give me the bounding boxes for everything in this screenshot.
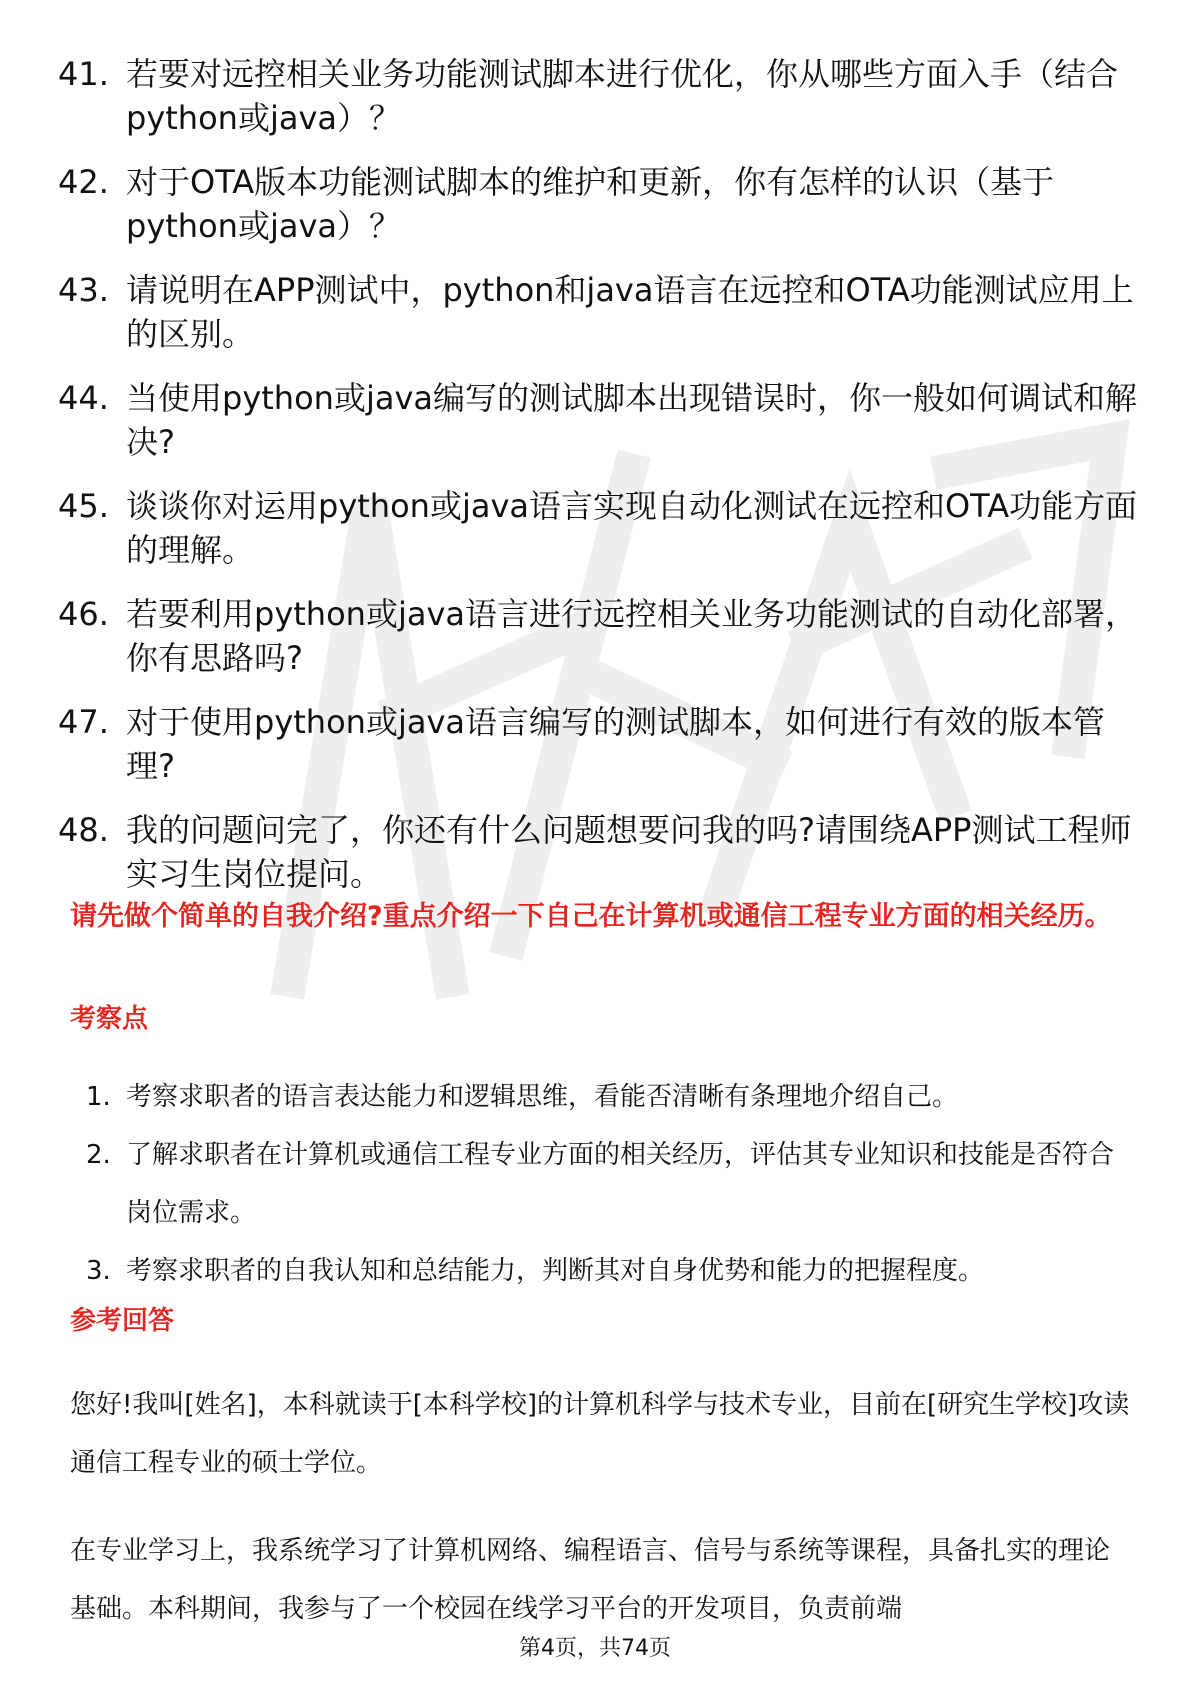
focus-point-text: 考察求职者的自我认知和总结能力，判断其对自身优势和能力的把握程度。 xyxy=(126,1256,985,1286)
question-text: 我的问题问完了，你还有什么问题想要问我的吗?请围绕APP测试工程师实习生岗位提问。 xyxy=(126,811,1132,893)
question-number: 41. xyxy=(58,55,109,93)
question-item xyxy=(58,268,1138,356)
focus-point xyxy=(86,1242,1136,1300)
question-number: 45. xyxy=(58,487,109,525)
focus-section-label: 考察点 xyxy=(70,1004,149,1034)
focus-points-list xyxy=(86,1068,1136,1300)
answer-paragraph: 您好!我叫[姓名]，本科就读于[本科学校]的计算机科学与技术专业，目前在[研究生学校]攻读通信工程专业的硕士学位。 xyxy=(70,1390,1130,1478)
question-number: 42. xyxy=(58,163,109,201)
main-question-heading: 请先做个简单的自我介绍?重点介绍一下自己在计算机或通信工程专业方面的相关经历。 xyxy=(70,901,1112,932)
question-number: 46. xyxy=(58,595,109,633)
focus-point xyxy=(86,1126,1136,1242)
question-item xyxy=(58,376,1138,464)
question-item xyxy=(58,484,1138,572)
question-text: 对于OTA版本功能测试脚本的维护和更新，你有怎样的认识（基于python或java）？ xyxy=(126,163,1055,245)
question-item xyxy=(58,52,1138,140)
question-text: 请说明在APP测试中，python和java语言在远控和OTA功能测试应用上的区别。 xyxy=(126,271,1134,353)
page-footer: 第4页，共74页 xyxy=(519,1636,671,1661)
question-text: 谈谈你对运用python或java语言实现自动化测试在远控和OTA功能方面的理解。 xyxy=(126,487,1138,569)
question-number: 43. xyxy=(58,271,109,309)
question-text: 若要利用python或java语言进行远控相关业务功能测试的自动化部署，你有思路吗? xyxy=(126,595,1137,677)
question-item xyxy=(58,808,1138,896)
question-number: 48. xyxy=(58,811,109,849)
focus-point-number: 3. xyxy=(86,1256,111,1286)
question-list xyxy=(58,52,1138,916)
focus-point xyxy=(86,1068,1136,1126)
question-item xyxy=(58,160,1138,248)
question-item xyxy=(58,700,1138,788)
answer-paragraph: 在专业学习上，我系统学习了计算机网络、编程语言、信号与系统等课程，具备扎实的理论基础。本科期间，我参与了一个校园在线学习平台的开发项目，负责前端 xyxy=(70,1536,1111,1624)
question-item xyxy=(58,592,1138,680)
focus-point-text: 考察求职者的语言表达能力和逻辑思维，看能否清晰有条理地介绍自己。 xyxy=(126,1082,959,1112)
answer-section-label: 参考回答 xyxy=(70,1306,175,1336)
question-text: 当使用python或java编写的测试脚本出现错误时，你一般如何调试和解决? xyxy=(126,379,1137,461)
question-number: 47. xyxy=(58,703,109,741)
question-number: 44. xyxy=(58,379,109,417)
focus-point-number: 2. xyxy=(86,1140,111,1170)
focus-point-text: 了解求职者在计算机或通信工程专业方面的相关经历，评估其专业知识和技能是否符合岗位需求。 xyxy=(126,1140,1115,1228)
question-text: 对于使用python或java语言编写的测试脚本，如何进行有效的版本管理? xyxy=(126,703,1105,785)
question-text: 若要对远控相关业务功能测试脚本进行优化，你从哪些方面入手（结合python或java）？ xyxy=(126,55,1119,137)
focus-point-number: 1. xyxy=(86,1082,111,1112)
